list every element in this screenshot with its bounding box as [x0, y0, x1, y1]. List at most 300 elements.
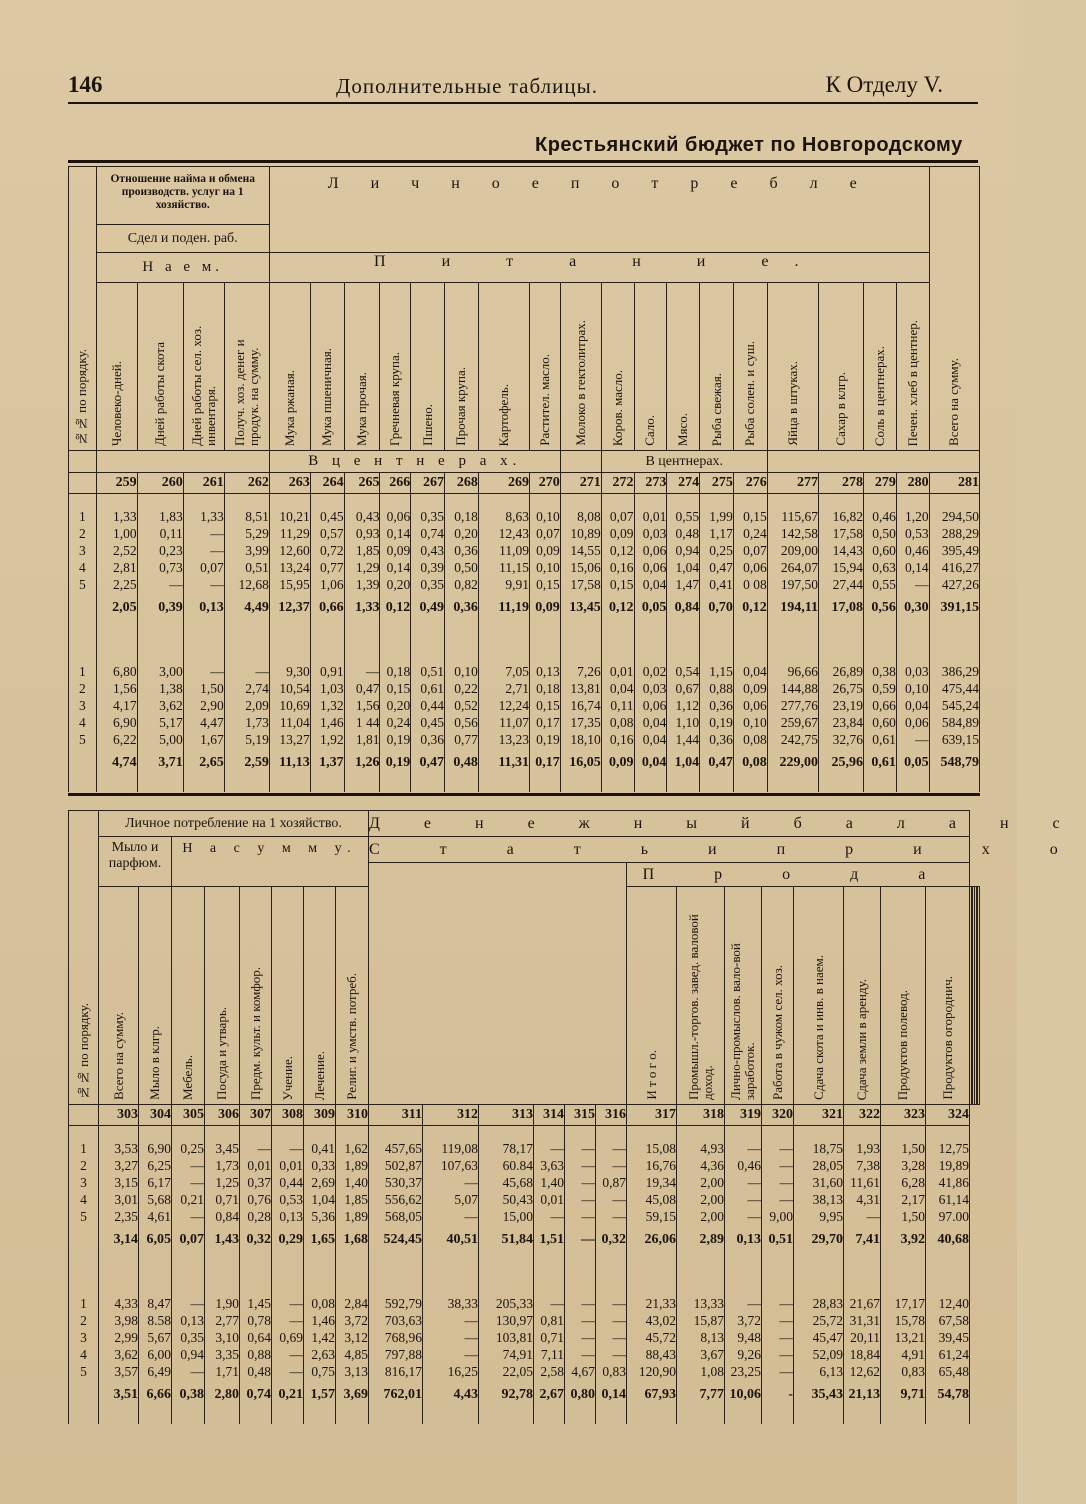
col-313 [725, 887, 762, 1105]
table-cell [304, 1126, 336, 1141]
table-cell: 6,80 [96, 663, 137, 680]
table-cell: — [344, 663, 380, 680]
table-cell: 8,51 [224, 508, 269, 525]
table-cell: 3,14 [99, 1225, 139, 1255]
divider-rule [68, 793, 980, 796]
table-cell: 194,11 [767, 593, 818, 623]
table-cell: 5 [69, 1363, 99, 1380]
table-cell: 0,47 [411, 748, 445, 778]
table-cell: 8,08 [560, 508, 601, 525]
group-sum [172, 837, 369, 887]
table-row [69, 697, 980, 714]
table-cell: 386,29 [929, 663, 979, 680]
table-cell [423, 1410, 479, 1424]
table-cell: — [534, 1140, 565, 1157]
col-270 [530, 283, 561, 451]
spacer-row [69, 1255, 980, 1295]
table-cell: 13,24 [269, 559, 310, 576]
table-cell [767, 778, 818, 792]
table-cell: 1,67 [183, 731, 224, 748]
table-cell: 67,93 [627, 1380, 677, 1410]
table-cell: 39,45 [926, 1329, 970, 1346]
table-cell: 2,84 [336, 1295, 369, 1312]
table-cell: 0,07 [530, 525, 561, 542]
table-cell: 0,19 [380, 748, 411, 778]
table-cell: 0,36 [445, 593, 479, 623]
col-275-label: Рыба свежая. [708, 372, 724, 446]
table-cell [336, 1126, 369, 1141]
table-cell: 1,56 [96, 680, 137, 697]
table-cell [881, 1410, 926, 1424]
table-cell: 6,00 [139, 1346, 172, 1363]
table-cell [881, 1126, 926, 1141]
table-cell [667, 778, 700, 792]
col-310-label: Религ. и умств. потреб. [344, 973, 359, 1100]
table-cell: 0,13 [183, 593, 224, 623]
table-cell: 584,89 [929, 714, 979, 731]
table-cell: — [725, 1295, 762, 1312]
table-cell: 277,76 [767, 697, 818, 714]
table-cell [794, 1410, 844, 1424]
table-cell: 1,45 [240, 1295, 272, 1312]
table-cell: 2,17 [881, 1191, 926, 1208]
table-cell: 50,43 [479, 1191, 534, 1208]
table-cell [725, 1255, 762, 1295]
table-cell: 0,12 [733, 593, 767, 623]
table-cell: 0,83 [596, 1363, 627, 1380]
table-cell: — [725, 1140, 762, 1157]
table-cell: 5,07 [423, 1191, 479, 1208]
table-cell: 0,55 [667, 508, 700, 525]
table-cell: — [183, 663, 224, 680]
col-307 [240, 887, 272, 1105]
group-personal: Личное потребление на 1 хозяйство. [99, 811, 369, 837]
table-cell: 15,94 [818, 559, 863, 576]
table-cell: 60.84 [479, 1157, 534, 1174]
table-cell: 3,98 [99, 1312, 139, 1329]
column-number-row [69, 473, 980, 494]
table-cell [139, 1255, 172, 1295]
table-cell: 0,61 [864, 748, 897, 778]
table-cell: — [272, 1346, 304, 1363]
table-cell: 0,09 [601, 525, 634, 542]
table-cell: 3,92 [881, 1225, 926, 1255]
table-cell [844, 1410, 881, 1424]
table-cell: 0,52 [445, 697, 479, 714]
table-cell: 229,00 [767, 748, 818, 778]
col-312-label: Промышл.-торгов. завед. валовой доход. [685, 914, 715, 1100]
table-cell: 4 [69, 559, 97, 576]
table-cell [411, 494, 445, 509]
table-cell [344, 778, 380, 792]
table-cell: 0,11 [601, 697, 634, 714]
table-cell: — [596, 1157, 627, 1174]
table-cell: 317 [627, 1105, 677, 1126]
col-262 [224, 283, 269, 451]
col-315 [794, 887, 844, 1105]
table-cell: 0,08 [601, 714, 634, 731]
table-cell: — [272, 1295, 304, 1312]
table-cell: 0,04 [896, 697, 929, 714]
table-cell: — [423, 1208, 479, 1225]
table-cell [69, 1225, 99, 1255]
table-cell [380, 778, 411, 792]
table-cell: 5,00 [137, 731, 183, 748]
table-row [69, 680, 980, 697]
table-cell [423, 1126, 479, 1141]
table-cell: 0,49 [411, 593, 445, 623]
table-cell: 96,66 [767, 663, 818, 680]
col-278-label: Сахар в клгр. [832, 372, 848, 446]
table-cell: 115,67 [767, 508, 818, 525]
table-cell: 0,46 [896, 542, 929, 559]
table-cell: 0,19 [530, 731, 561, 748]
table-row [69, 525, 980, 542]
table-cell: — [534, 1295, 565, 1312]
table-cell: 0,15 [530, 697, 561, 714]
table-cell: 4 [69, 714, 97, 731]
col-305-label: Мебель. [180, 1054, 195, 1100]
table-cell: 3 [69, 1329, 99, 1346]
table-cell: 0,41 [700, 576, 734, 593]
table-cell: 0,94 [667, 542, 700, 559]
table-cell: 107,63 [423, 1157, 479, 1174]
table-cell: 0,60 [864, 714, 897, 731]
col-265 [344, 283, 380, 451]
table-cell [411, 623, 445, 663]
table-cell: 3,71 [137, 748, 183, 778]
table-cell: 1,71 [205, 1363, 240, 1380]
table-cell: 0,50 [445, 559, 479, 576]
table-cell: 1,04 [667, 748, 700, 778]
table-cell: 0,35 [411, 508, 445, 525]
table-cell: 275 [700, 473, 734, 494]
table-cell: 1,33 [183, 508, 224, 525]
table-cell: 9,95 [794, 1208, 844, 1225]
table-cell: 1,33 [96, 508, 137, 525]
table-cell: 1 [69, 663, 97, 680]
table-cell: 307 [240, 1105, 272, 1126]
table-cell: 10,21 [269, 508, 310, 525]
table-cell: 1,99 [700, 508, 734, 525]
table-cell [534, 1255, 565, 1295]
table-cell: 2,90 [183, 697, 224, 714]
table-cell [344, 623, 380, 663]
table-cell: 0,56 [445, 714, 479, 731]
table-cell [304, 1410, 336, 1424]
table-cell: 311 [369, 1105, 423, 1126]
table-cell [725, 1410, 762, 1424]
table-cell: 0,09 [530, 542, 561, 559]
table-cell: 8,13 [677, 1329, 725, 1346]
table-cell: 1,17 [700, 525, 734, 542]
table-cell: — [272, 1140, 304, 1157]
table-cell: 1,42 [304, 1329, 336, 1346]
table-cell: 13,45 [560, 593, 601, 623]
table-cell: 269 [478, 473, 529, 494]
table-cell: 1,89 [336, 1157, 369, 1174]
table-cell: 3,62 [137, 697, 183, 714]
table-cell: 3,63 [534, 1157, 565, 1174]
table-cell: 1,68 [336, 1225, 369, 1255]
table-cell [369, 1410, 423, 1424]
table-cell: 45,08 [627, 1191, 677, 1208]
table-cell: 0,17 [530, 748, 561, 778]
table-cell [369, 1126, 423, 1141]
table-cell: — [844, 1208, 881, 1225]
table-cell: 14,55 [560, 542, 601, 559]
col-308-label: Учение. [279, 1055, 295, 1100]
table-cell: 0,15 [601, 576, 634, 593]
table-cell: 319 [725, 1105, 762, 1126]
table-cell [411, 778, 445, 792]
table-cell: 0,88 [240, 1346, 272, 1363]
table-cell: 1,32 [310, 697, 344, 714]
table-cell: 78,17 [479, 1140, 534, 1157]
table-cell: 276 [733, 473, 767, 494]
table-cell: 0,94 [172, 1346, 205, 1363]
table-cell: 0,48 [445, 748, 479, 778]
table-cell: 0,36 [411, 731, 445, 748]
table-cell: 0,66 [310, 593, 344, 623]
table-cell: 65,48 [926, 1363, 970, 1380]
table-cell: 0,02 [634, 663, 667, 680]
table-cell [344, 494, 380, 509]
table-cell: 0,24 [733, 525, 767, 542]
table-cell: 703,63 [369, 1312, 423, 1329]
table-cell: 3 [69, 542, 97, 559]
table-cell: 0,53 [896, 525, 929, 542]
table-cell: 278 [818, 473, 863, 494]
table-cell: 142,58 [767, 525, 818, 542]
group-sale [627, 863, 970, 887]
table-cell: 0,14 [380, 559, 411, 576]
spacer-row [69, 778, 980, 792]
table-cell [69, 473, 97, 494]
table-cell: 264 [310, 473, 344, 494]
table-cell: 10,89 [560, 525, 601, 542]
col-318-label: Продуктов огороднич. [939, 976, 955, 1100]
table-cell: 0,51 [762, 1225, 794, 1255]
table-cell: 3,01 [99, 1191, 139, 1208]
table-cell: 545,24 [929, 697, 979, 714]
table-cell: 0,09 [530, 593, 561, 623]
table-cell [634, 494, 667, 509]
table-cell: 0,35 [411, 576, 445, 593]
average-row [69, 1380, 980, 1410]
table-cell: 0,04 [634, 576, 667, 593]
table-cell: 1,29 [344, 559, 380, 576]
table-cell: 0,12 [380, 593, 411, 623]
table-cell: 16,82 [818, 508, 863, 525]
table-cell [99, 1255, 139, 1295]
table-cell: 0,07 [601, 508, 634, 525]
table-cell [69, 1105, 99, 1126]
table-cell [224, 494, 269, 509]
table-cell: 120,90 [627, 1363, 677, 1380]
table-cell: 9,30 [269, 663, 310, 680]
t2-col-order-label: №№ по порядку. [75, 1002, 91, 1100]
table-cell [896, 623, 929, 663]
table-cell: 427,26 [929, 576, 979, 593]
table-cell: — [762, 1363, 794, 1380]
table-cell: 17,08 [818, 593, 863, 623]
table-cell: 11,09 [478, 542, 529, 559]
col-280 [896, 283, 929, 451]
table-cell: 21,33 [627, 1295, 677, 1312]
table-cell: 1,40 [534, 1174, 565, 1191]
table-cell: 259,67 [767, 714, 818, 731]
table-row [69, 714, 980, 731]
table-cell: 22,05 [479, 1363, 534, 1380]
table-cell: 1,26 [344, 748, 380, 778]
table-cell: 19,89 [926, 1157, 970, 1174]
group-hire-sub2: Н а е м. [96, 253, 269, 283]
table-cell: — [565, 1225, 596, 1255]
group-food [269, 253, 929, 283]
table-cell: 0,25 [700, 542, 734, 559]
table-cell: 3,10 [205, 1329, 240, 1346]
table-cell: 10,69 [269, 697, 310, 714]
table-cell: 9,00 [762, 1208, 794, 1225]
table-cell: — [565, 1140, 596, 1157]
table-cell: 4,17 [96, 697, 137, 714]
table-cell: 16,74 [560, 697, 601, 714]
table-cell: 0,06 [380, 508, 411, 525]
table-cell: 25,72 [794, 1312, 844, 1329]
table-cell [183, 778, 224, 792]
table-cell: 264,07 [767, 559, 818, 576]
table-row [69, 1208, 980, 1225]
table-cell: 0,36 [445, 542, 479, 559]
table-cell [269, 623, 310, 663]
col-310 [336, 887, 369, 1105]
group-sale-label: П р о д а [642, 865, 954, 883]
table-cell: 0,13 [272, 1208, 304, 1225]
group-consumption [269, 167, 929, 253]
table-cell [310, 494, 344, 509]
col-303 [99, 887, 139, 1105]
table-cell: 1,25 [205, 1174, 240, 1191]
table-cell: 0,04 [601, 680, 634, 697]
table-cell: 0,14 [896, 559, 929, 576]
table-cell: 2,69 [304, 1174, 336, 1191]
table-cell: 267 [411, 473, 445, 494]
table-cell: 2,58 [534, 1363, 565, 1380]
table-cell: 0,59 [864, 680, 897, 697]
table-cell: 2,89 [677, 1225, 725, 1255]
table-cell: 1,44 [667, 731, 700, 748]
table-cell: — [762, 1140, 794, 1157]
table-cell: 0,16 [601, 731, 634, 748]
table-cell [560, 778, 601, 792]
table-cell: 12,60 [269, 542, 310, 559]
table-cell: — [596, 1312, 627, 1329]
table-cell: 40,51 [423, 1225, 479, 1255]
table-cell: 54,78 [926, 1380, 970, 1410]
table-cell: 3,67 [677, 1346, 725, 1363]
table-cell: 0,32 [596, 1225, 627, 1255]
table-cell [445, 623, 479, 663]
col-272 [601, 283, 634, 451]
table-cell: 45,72 [627, 1329, 677, 1346]
table-cell: 6,22 [96, 731, 137, 748]
table-row [69, 1295, 980, 1312]
table-cell: 3,27 [99, 1157, 139, 1174]
table-cell: — [172, 1174, 205, 1191]
table-cell: — [423, 1174, 479, 1191]
table-cell: 271 [560, 473, 601, 494]
table-cell: 0,46 [725, 1157, 762, 1174]
table-cell: 314 [534, 1105, 565, 1126]
table-cell: 3,72 [725, 1312, 762, 1329]
table-cell [205, 1410, 240, 1424]
table-cell: 0,03 [634, 680, 667, 697]
table-cell: 15,78 [881, 1312, 926, 1329]
table-cell [634, 778, 667, 792]
table-cell: 2,05 [96, 593, 137, 623]
col-308 [272, 887, 304, 1105]
table-cell: 0,01 [534, 1191, 565, 1208]
table-cell [69, 1255, 99, 1295]
table-cell: 26,06 [627, 1225, 677, 1255]
table-cell: — [183, 542, 224, 559]
table-cell: 6,13 [794, 1363, 844, 1380]
table-cell [336, 1410, 369, 1424]
table-cell: 321 [794, 1105, 844, 1126]
table-row [69, 542, 980, 559]
table-cell: 0,37 [240, 1174, 272, 1191]
table-cell: 6,17 [139, 1174, 172, 1191]
table-cell: 13,23 [478, 731, 529, 748]
title-rule [68, 160, 978, 163]
col-281 [929, 167, 979, 451]
table-cell: 197,50 [767, 576, 818, 593]
table-cell: 391,15 [929, 593, 979, 623]
table-cell [269, 778, 310, 792]
table-cell: 3,99 [224, 542, 269, 559]
table-cell: 2,63 [304, 1346, 336, 1363]
table-cell: 0,77 [310, 559, 344, 576]
table-cell: 502,87 [369, 1157, 423, 1174]
table-cell: 18,10 [560, 731, 601, 748]
table-cell: 310 [336, 1105, 369, 1126]
table-cell: 0,24 [380, 714, 411, 731]
table-cell [733, 778, 767, 792]
col-309-label: Лечение. [311, 1050, 327, 1100]
table-cell: 9,48 [725, 1329, 762, 1346]
table-cell: 1,85 [344, 542, 380, 559]
col-277-label: Яйца в штуках. [784, 361, 800, 446]
table-cell: 1,81 [344, 731, 380, 748]
table-cell: 0,39 [137, 593, 183, 623]
table-cell: 1,73 [205, 1157, 240, 1174]
col-317 [881, 887, 926, 1105]
table-cell: 0,06 [634, 697, 667, 714]
table-cell: 274 [667, 473, 700, 494]
table-cell: — [762, 1174, 794, 1191]
table-cell: — [183, 576, 224, 593]
group-hire: Отношение найма и обмена производств. услуг на 1 хозяйство. [96, 167, 269, 225]
table-cell: — [725, 1208, 762, 1225]
table-cell [864, 778, 897, 792]
table-cell: 0,74 [411, 525, 445, 542]
table-row [69, 559, 980, 576]
table-cell: 0,07 [183, 559, 224, 576]
table-cell [700, 494, 734, 509]
table-cell: 0,84 [205, 1208, 240, 1225]
table-cell: 74,91 [479, 1346, 534, 1363]
